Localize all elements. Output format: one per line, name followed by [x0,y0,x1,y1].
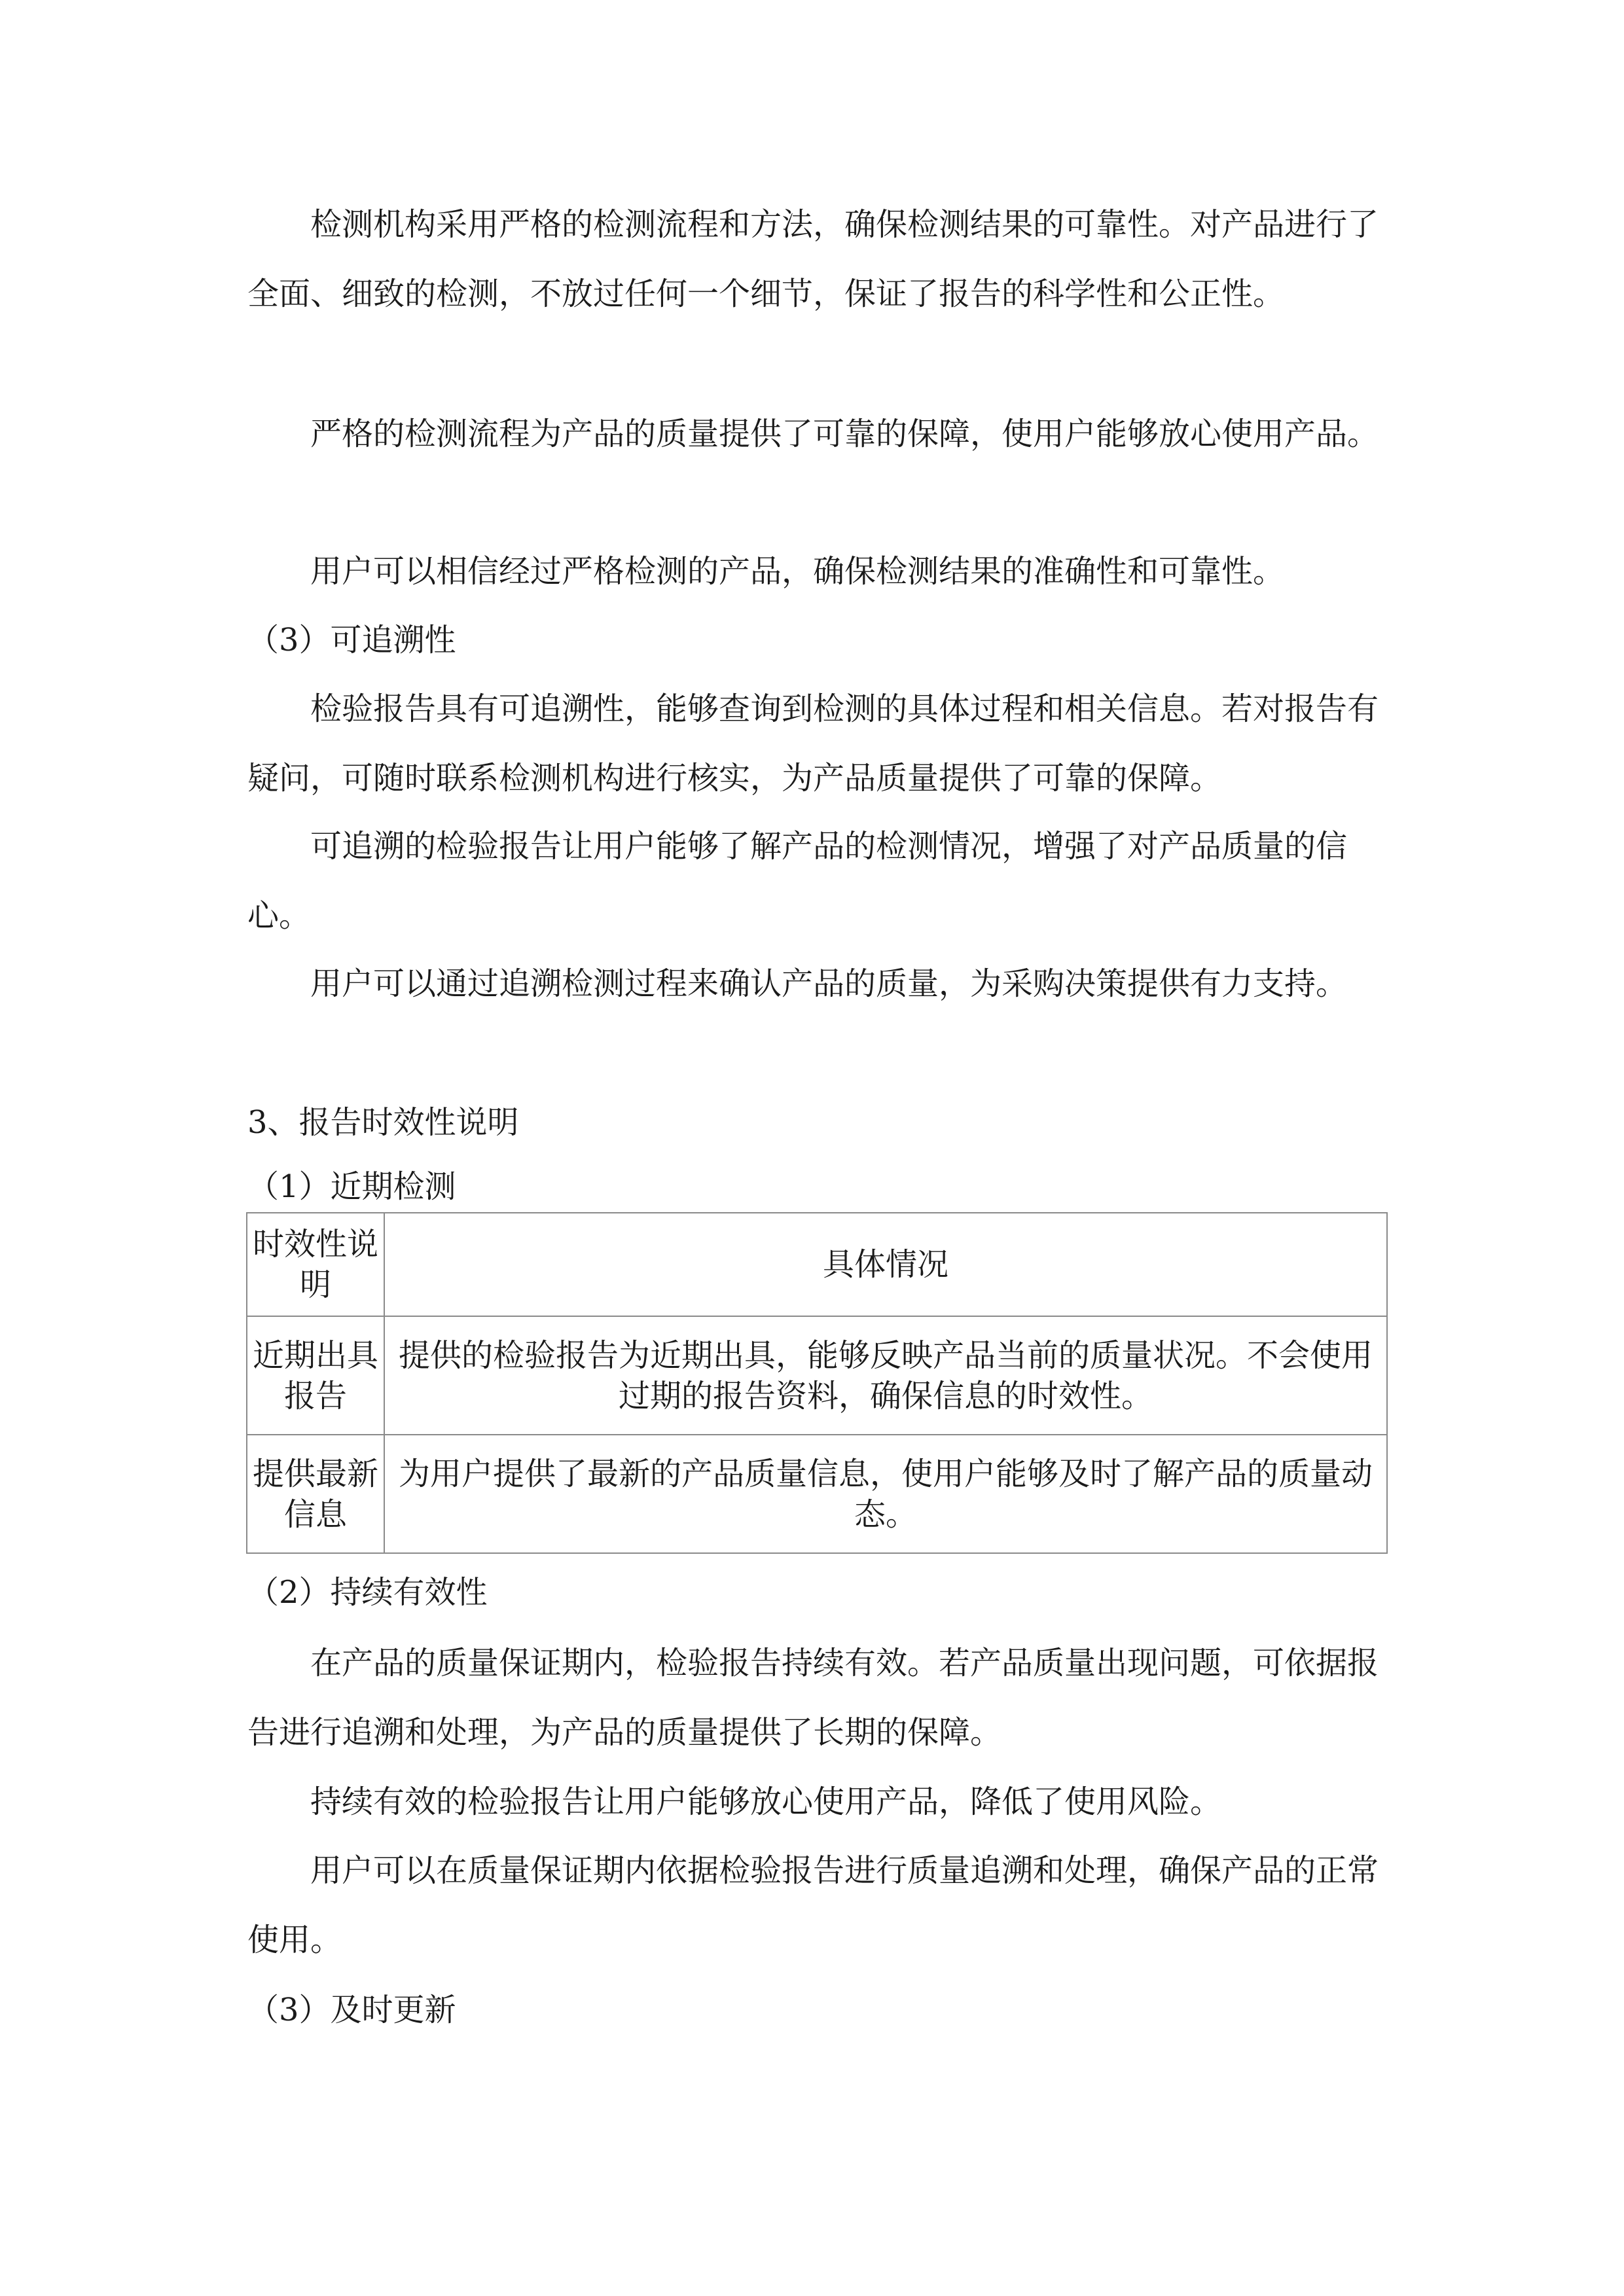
paragraph-traceable-confidence: 可追溯的检验报告让用户能够了解产品的检测情况，增强了对产品质量的信心。 [247,828,1348,934]
paragraph-validity-risk: 持续有效的检验报告让用户能够放心使用产品，降低了使用风险。 [310,1784,1222,1820]
heading-traceability: （3）可追溯性 [247,622,456,658]
paragraph-trust-results: 用户可以相信经过严格检测的产品，确保检测结果的准确性和可靠性。 [310,553,1285,590]
paragraph-process-guarantee: 严格的检测流程为产品的质量提供了可靠的保障，使用户能够放心使用产品。 [310,416,1379,452]
table-header-cell: 时效性说明 [247,1213,384,1316]
paragraph-validity-use: 用户可以在质量保证期内依据检验报告进行质量追溯和处理，确保产品的正常使用。 [247,1852,1379,1958]
table-row [247,1316,1387,1435]
paragraph-validity-period: 在产品的质量保证期内，检验报告持续有效。若产品质量出现问题，可依据报告进行追溯和处理，为产品的质量提供了长期的保障。 [247,1645,1379,1751]
paragraph-inspection-process: 检测机构采用严格的检测流程和方法，确保检测结果的可靠性。对产品进行了全面、细致的检测，不放过任何一个细节，保证了报告的科学性和公正性。 [247,206,1379,312]
heading-recent-inspection: （1）近期检测 [247,1168,456,1205]
timeliness-table [246,1212,1388,1554]
table-row [247,1435,1387,1553]
table-cell: 为用户提供了最新的产品质量信息，使用户能够及时了解产品的质量动态。 [384,1435,1387,1553]
paragraph-traceable-decision: 用户可以通过追溯检测过程来确认产品的质量，为采购决策提供有力支持。 [310,965,1348,1002]
heading-continuous-validity: （2）持续有效性 [247,1574,488,1611]
paragraph-traceable-report: 检验报告具有可追溯性，能够查询到检测的具体过程和相关信息。若对报告有疑问，可随时联系检测机构进行核实，为产品质量提供了可靠的保障。 [247,691,1379,797]
table-cell: 提供的检验报告为近期出具，能够反映产品当前的质量状况。不会使用过期的报告资料，确保信息的时效性。 [384,1316,1387,1435]
table-cell: 近期出具报告 [247,1316,384,1435]
table-cell: 提供最新信息 [247,1435,384,1553]
heading-report-timeliness: 3、报告时效性说明 [247,1104,519,1141]
table-header-cell: 具体情况 [384,1213,1387,1316]
heading-timely-update: （3）及时更新 [247,1992,456,2028]
table-header-row [247,1213,1387,1316]
